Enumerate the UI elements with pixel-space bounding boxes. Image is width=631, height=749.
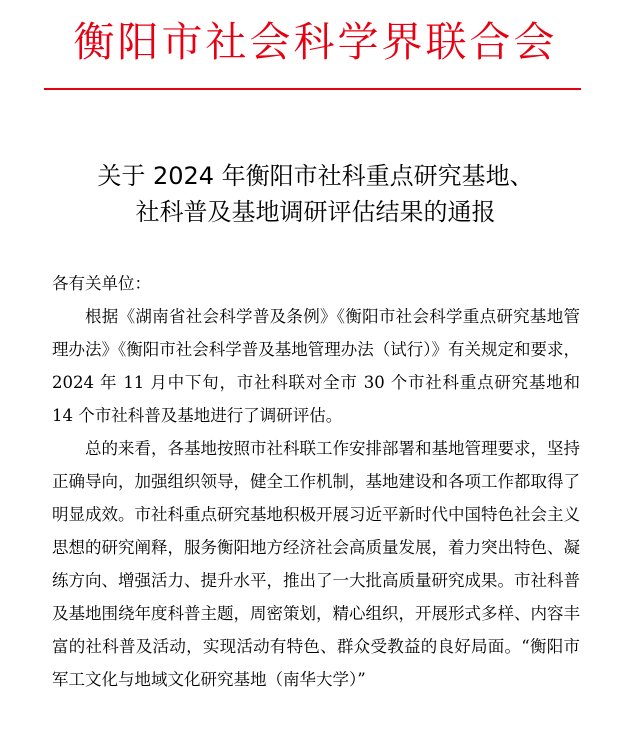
salutation: 各有关单位： [52,274,151,293]
document-body [52,267,580,696]
body-paragraph-2: 总的来看，各基地按照市社科联工作安排部署和基地管理要求，坚持正确导向，加强组织领导，健全工作机制，基地建设和各项工作都取得了明显成效。市社科重点研究基地积极开展习近平新时代中国特色社会主义思想的研究阐释，服务衡阳地方经济社会高质量发展，着力突出特色、凝练方向、增强活力、提升水平，推出了一大批高质量研究成果。市社科普及基地围绕年度科普主题，周密策划，精心组织，开展形式多样、内容丰富的社科普及活动，实现活动有特色、群众受教益的良好局面。“衡阳市军工文化与地域文化研究基地（南华大学）” [52,439,580,689]
org-header-title: 衡阳市社会科学界联合会 [73,18,558,66]
body-paragraph-1: 根据《湖南省社会科学普及条例》《衡阳市社会科学重点研究基地管理办法》《衡阳市社会科学普及基地管理办法（试行）》有关规定和要求，2024 年 11 月中下旬，市社科联对全市 30 个市社科重点研究基地和 14 个市社科普及基地进行了调研评估。 [52,307,580,425]
document-title-line-1: 关于 2024 年衡阳市社科重点研究基地、 [97,162,534,190]
document-title-line-2: 社科普及基地调研评估结果的通报 [135,198,496,226]
header-divider [44,88,581,90]
document-title [0,158,631,230]
